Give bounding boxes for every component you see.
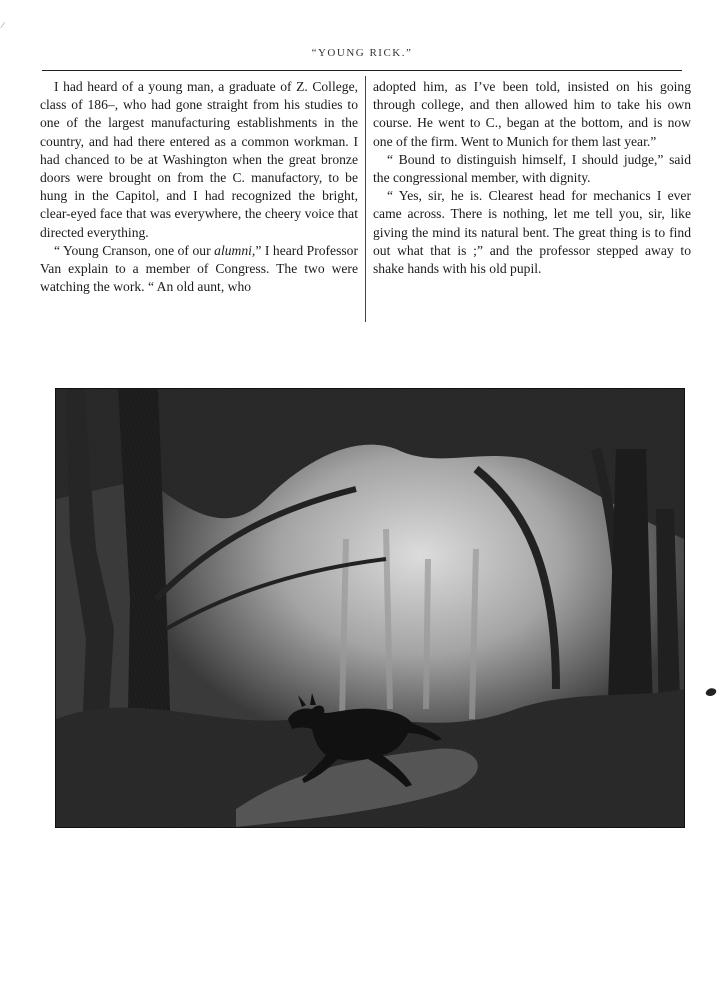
paragraph-young-cranson-end: ” I heard Professor Van explain to a member of Congress. The two were watching the work. “ An old aunt, who (40, 242, 358, 295)
page-corner-mark: ∕ (2, 20, 4, 30)
column-divider (365, 76, 366, 322)
paragraph-graduate: I had heard of a young man, a graduate of Z. College, class of 186–, who had gone straight from his studies to one of the largest manufacturing establishments in the country, and had there entered as a common workman. I had chanced to be at Washington when the great bronze doors were brought on from the C. manufactory, to be hung in the Capitol, and I had recognized the bright, clear-eyed face that was everywhere, the cheery voice that directed everything. (40, 79, 358, 240)
left-column (40, 78, 358, 296)
alumni-italic: alumni, (214, 242, 256, 258)
paragraph-adopted: adopted him, as I’ve been told, insisted on his going through college, and then allowed him to take his own course. He went to C., began at the bottom, and is now one of the firm. Went to Munich for them last year.” (373, 79, 691, 149)
right-column (373, 78, 691, 278)
paragraph-young-cranson (40, 242, 358, 297)
paragraph-young-cranson-start: “ Young Cranson, one of our (54, 242, 215, 258)
paragraph-yes-sir: “ Yes, sir, he is. Clearest head for mechanics I ever came across. There is nothing, let me tell you, sir, like giving the mind its natural bent. The great thing is to find out what that is ;” and the professor stepped away to shake hands with his old pupil. (373, 188, 691, 277)
running-head-title: “YOUNG RICK.” (311, 47, 413, 59)
ink-speck (704, 686, 718, 698)
forest-deer-engraving (55, 388, 685, 828)
engraving-svg (56, 389, 684, 827)
paragraph-bound: “ Bound to distinguish himself, I should judge,” said the congressional member, with dignity. (373, 151, 691, 186)
header-rule (42, 70, 682, 71)
